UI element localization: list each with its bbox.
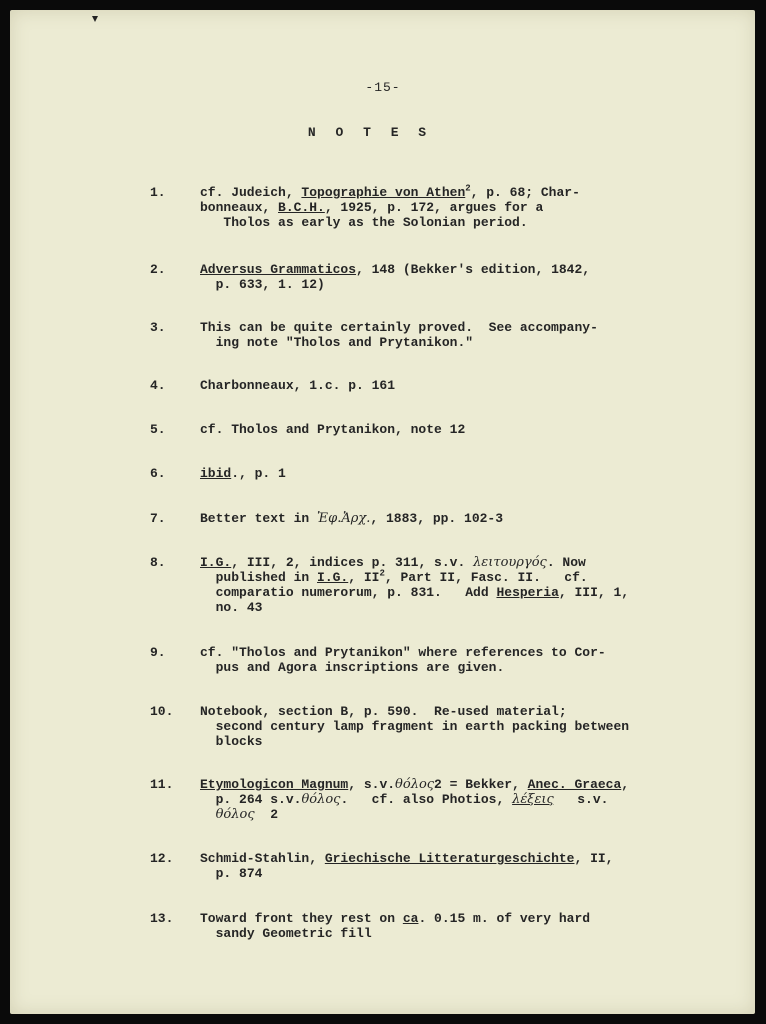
note-text (200, 704, 710, 749)
greek-term: λέξεις (512, 792, 554, 807)
note-number: 5. (150, 422, 166, 437)
note-text (200, 645, 710, 675)
note-fragment: . Now published in (215, 555, 586, 585)
note-text (200, 320, 710, 350)
note-text (200, 511, 710, 526)
note-fragment: 2 (254, 807, 279, 822)
note-number: 13. (150, 911, 174, 926)
underlined-title: Etymologicon Magnum (200, 777, 349, 792)
page-title: N O T E S (307, 125, 433, 140)
note-6 (150, 466, 710, 481)
note-number: 7. (150, 511, 166, 526)
note-fragment: 2 (465, 183, 471, 194)
note-fragment: , II, p. 874 (215, 851, 614, 881)
underlined-title: Adversus Grammaticos (200, 262, 357, 277)
note-number: 11. (150, 777, 174, 792)
note-fragment: , Part II, Fasc. II. cf. comparatio numerorum, p. 831. Add (215, 570, 588, 600)
corner-mark (92, 16, 98, 22)
greek-term: θόλος (301, 792, 341, 807)
underlined-title: Anec. Graeca (527, 777, 622, 792)
note-11 (150, 777, 710, 822)
note-8 (150, 555, 710, 615)
greek-term: θόλος (215, 807, 255, 822)
note-fragment: , 148 (Bekker's edition, 1842, p. 633, 1. 12) (215, 262, 591, 292)
note-7 (150, 511, 710, 526)
underlined-title: B.C.H. (278, 200, 325, 215)
page-number: -15- (365, 80, 401, 95)
note-fragment: This can be quite certainly proved. See accompany- ing note "Tholos and Prytanikon." (200, 320, 598, 350)
greek-term: Ἐφ.Ἀρχ. (317, 511, 371, 526)
note-text (200, 911, 710, 941)
note-fragment: , p. 68; Char- bonneaux, (200, 185, 580, 215)
note-2 (150, 262, 710, 292)
note-number: 4. (150, 378, 166, 393)
note-text (200, 466, 710, 481)
note-fragment: , II (348, 570, 380, 585)
note-fragment: s.v. (577, 792, 609, 807)
underlined-title: Griechische Litteraturgeschichte (324, 851, 575, 866)
note-fragment: , 1925, p. 172, argues for a Tholos as early as the Solonian period. (223, 200, 544, 230)
note-fragment: . 0.15 m. of very hard sandy Geometric fill (215, 911, 591, 941)
note-13 (150, 911, 710, 941)
greek-term: θόλος (395, 777, 435, 792)
note-text (200, 378, 710, 393)
note-fragment: Better text in (200, 511, 318, 526)
note-fragment: , p. 264 s.v. (215, 777, 630, 807)
note-12 (150, 851, 710, 881)
note-text (200, 555, 710, 615)
note-fragment: cf. "Tholos and Prytanikon" where references to Cor- pus and Agora inscriptions are given. (200, 645, 606, 675)
note-10 (150, 704, 710, 749)
note-fragment: Schmid-Stahlin, (200, 851, 325, 866)
underlined-title: Topographie von Athen (301, 185, 466, 200)
note-text (200, 185, 710, 230)
note-fragment: Charbonneaux, 1.c. p. 161 (200, 378, 396, 393)
note-number: 10. (150, 704, 174, 719)
note-3 (150, 320, 710, 350)
note-text (200, 851, 710, 881)
note-5 (150, 422, 710, 437)
note-fragment: cf. Tholos and Prytanikon, note 12 (200, 422, 466, 437)
note-4 (150, 378, 710, 393)
note-fragment: , III, 2, indices p. 311, s.v. (231, 555, 474, 570)
note-1 (150, 185, 710, 230)
note-fragment: ., p. 1 (231, 466, 286, 481)
note-fragment: 2 = Bekker, (434, 777, 528, 792)
note-number: 6. (150, 466, 166, 481)
note-number: 9. (150, 645, 166, 660)
underlined-title: I.G. (200, 555, 232, 570)
note-number: 1. (150, 185, 166, 200)
underlined-title: Hesperia (496, 585, 559, 600)
note-fragment: , III, 1, no. 43 (215, 585, 630, 615)
note-number: 8. (150, 555, 166, 570)
note-fragment: Toward front they rest on (200, 911, 403, 926)
note-number: 2. (150, 262, 166, 277)
note-number: 3. (150, 320, 166, 335)
note-fragment: Notebook, section B, p. 590. Re-used material; second century lamp fragment in earth packing between blocks (200, 704, 630, 749)
note-fragment: , s.v. (348, 777, 396, 792)
note-fragment: , 1883, pp. 102-3 (370, 511, 504, 526)
note-9 (150, 645, 710, 675)
note-fragment: 2 (379, 568, 385, 579)
greek-term: λειτουργός (473, 555, 547, 570)
underlined-title: ca (402, 911, 419, 926)
note-text (200, 262, 710, 292)
note-number: 12. (150, 851, 174, 866)
underlined-title: ibid (200, 466, 232, 481)
underlined-title: I.G. (317, 570, 349, 585)
note-fragment: . cf. also Photios, (340, 792, 513, 807)
note-fragment: cf. Judeich, (200, 185, 302, 200)
note-text (200, 777, 710, 822)
note-text (200, 422, 710, 437)
